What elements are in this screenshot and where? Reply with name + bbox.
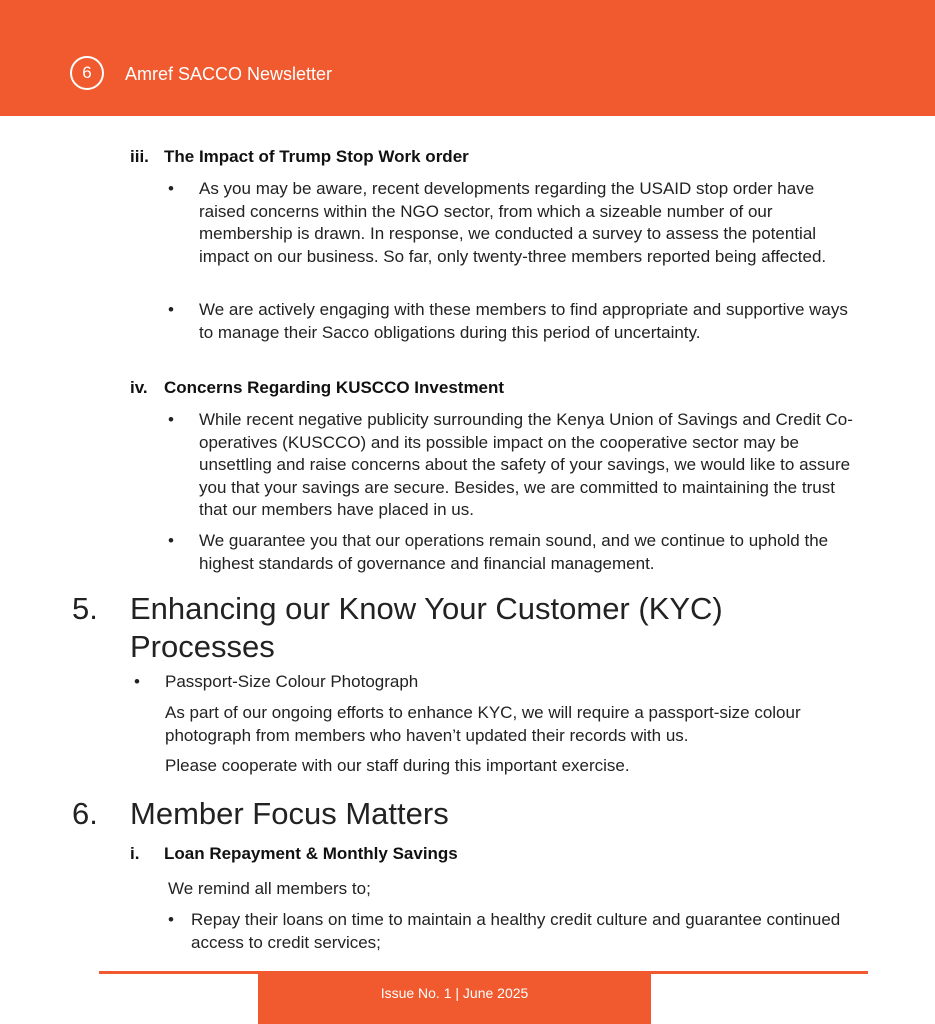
subheading-number: iii. xyxy=(130,147,149,166)
kyc-paragraph: As part of our ongoing efforts to enhance KYC, we will require a passport-size colour photograph from members who haven’t updated their records with us. xyxy=(165,703,801,745)
section-title: Enhancing our Know Your Customer (KYC) Processes xyxy=(130,591,723,664)
subheading-iii xyxy=(130,147,469,167)
kyc-cooperate-note: Please cooperate with our staff during this important exercise. xyxy=(165,756,630,775)
section-heading-6 xyxy=(72,795,810,833)
bullet-icon: • xyxy=(168,910,174,929)
list-item: • Repay their loans on time to maintain a healthy credit culture and guarantee continued access to credit services; xyxy=(168,910,841,952)
subheading-iv xyxy=(130,378,504,398)
list-item: • As you may be aware, recent developments regarding the USAID stop order have raised concerns within the NGO sector, from which a sizeable number of our membership is drawn. In response, we conducted a survey to assess the potential impact on our business. So far, only twenty-three members reported being affected. xyxy=(168,179,827,266)
header-banner xyxy=(0,0,935,116)
reminder-intro: We remind all members to; xyxy=(168,879,371,898)
subheading-i xyxy=(130,844,458,864)
list-item: • Passport-Size Colour Photograph xyxy=(165,671,845,694)
section-number: 5. xyxy=(72,591,98,626)
section-heading-5 xyxy=(72,590,810,666)
issue-label: Issue No. 1 | June 2025 xyxy=(380,985,529,1001)
footer-banner xyxy=(258,974,651,1024)
list-item: • While recent negative publicity surrounding the Kenya Union of Savings and Credit Co-operatives (KUSCCO) and its possible impact on the cooperative sector may be unsettling and raise concerns about the safety of your savings, we would like to assure you that your savings are secure. Besides, we are committed to maintaining the trust that our members have placed in us. xyxy=(168,410,853,520)
list-item: • We are actively engaging with these members to find appropriate and supportive ways to manage their Sacco obligations during this period of uncertainty. xyxy=(168,300,848,342)
bullet-icon: • xyxy=(168,410,174,429)
section-title: Member Focus Matters xyxy=(130,796,449,831)
bullet-icon: • xyxy=(134,672,140,691)
subheading-title: Loan Repayment & Monthly Savings xyxy=(164,844,458,863)
section-number: 6. xyxy=(72,796,98,831)
page-number: 6 xyxy=(70,56,104,90)
subheading-number: i. xyxy=(130,844,140,863)
bullet-icon: • xyxy=(168,179,174,198)
subheading-title: The Impact of Trump Stop Work order xyxy=(164,147,469,166)
subheading-number: iv. xyxy=(130,378,148,397)
list-item: • We guarantee you that our operations remain sound, and we continue to uphold the highest standards of governance and financial management. xyxy=(168,531,829,573)
newsletter-title: Amref SACCO Newsletter xyxy=(125,64,333,84)
bullet-icon: • xyxy=(168,531,174,550)
bullet-icon: • xyxy=(168,300,174,319)
subheading-title: Concerns Regarding KUSCCO Investment xyxy=(164,378,505,397)
